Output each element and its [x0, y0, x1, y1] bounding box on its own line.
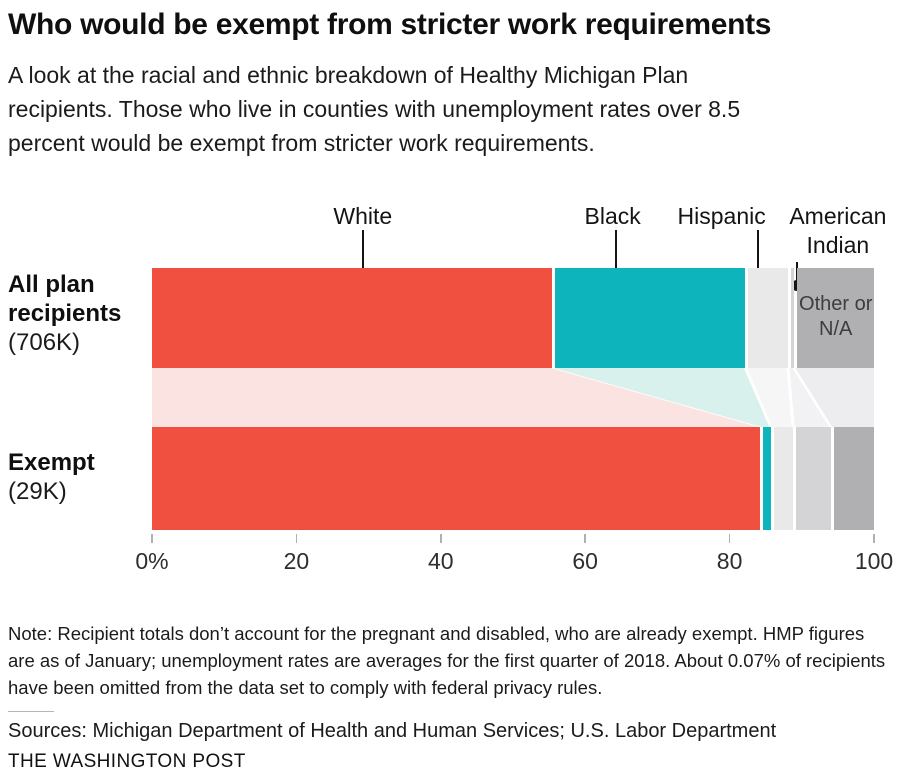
page-title: Who would be exempt from stricter work requirements: [8, 8, 772, 41]
bar-segment-white: [152, 268, 552, 368]
brand-washington-post: THE WASHINGTON POST: [8, 751, 246, 772]
bar-segment-hispanic: [774, 427, 793, 530]
chart-area: [0, 196, 900, 578]
axis-tick-label-0: 0%: [135, 548, 169, 574]
row-name: All plan recipients: [8, 271, 122, 327]
row-total: (706K): [8, 329, 81, 356]
category-label-hispanic: Hispanic: [677, 203, 766, 229]
axis-tick-label-40: 40: [428, 548, 454, 574]
axis-tick-label-60: 60: [572, 548, 598, 574]
axis-tick-60: [584, 534, 586, 543]
sources-line: Sources: Michigan Department of Health and Human Services; U.S. Labor Department: [8, 720, 777, 742]
flow-connector: [152, 368, 874, 427]
bar-exempt: [152, 427, 874, 530]
category-label-white: White: [333, 203, 393, 229]
bar-segment-other-or-n-a: [834, 427, 874, 530]
bar-segment-black: [555, 268, 745, 368]
chart-subtitle: A look at the racial and ethnic breakdown of Healthy Michigan Plan recipients. Those who live in counties with unemployment rates over 8.5 percent would be exempt from stricter work requirements.: [8, 62, 741, 156]
row-label-exempt: [8, 448, 150, 507]
inbar-label-other-or-na: Other or N/A: [799, 293, 873, 340]
source-divider: [8, 711, 54, 712]
axis-tick-20: [296, 534, 298, 543]
row-total: (29K): [8, 478, 67, 505]
bar-segment-black: [763, 427, 771, 530]
category-label-black: Black: [584, 203, 641, 229]
axis-tick-80: [729, 534, 731, 543]
row-name: Exempt: [8, 449, 95, 476]
plot-area: [135, 196, 894, 578]
axis-tick-40: [440, 534, 442, 543]
bar-segment-american-indian: [796, 427, 831, 530]
axis-tick-0: [151, 534, 153, 543]
row-label-all-plan-recipients: [8, 270, 150, 358]
category-label-american-indian: American Indian: [789, 203, 887, 258]
footnote: Note: Recipient totals don’t account for the pregnant and disabled, who are already exempt. HMP figures are as of January; unemployment rates are averages for the first quarter of 2018. About 0.07% of recipients have been omitted from the data set to comply with federal privacy rules.: [8, 623, 886, 698]
axis-tick-100: [873, 534, 875, 543]
axis-tick-label-20: 20: [283, 548, 310, 574]
bar-all-plan-recipients: [152, 268, 874, 368]
axis-tick-label-80: 80: [716, 548, 743, 574]
axis-tick-label-100: 100: [854, 548, 894, 574]
bar-segment-white: [152, 427, 760, 530]
